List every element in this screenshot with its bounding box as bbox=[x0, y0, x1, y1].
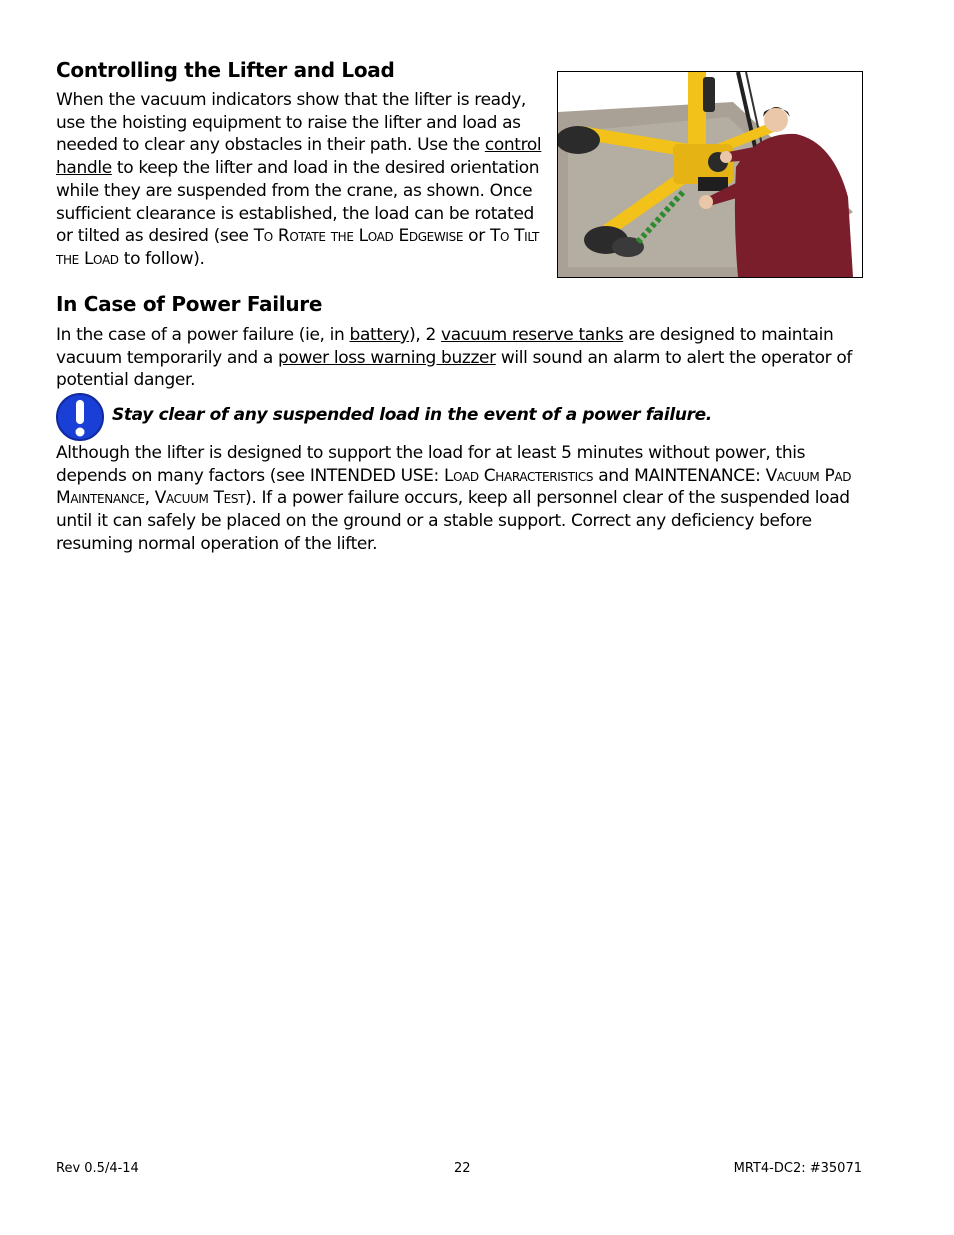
power-failure-details-paragraph: Although the lifter is designed to support the load for at least 5 minutes without power, this depends on many factors (see INTENDED USE: Load Characteristics and MAINTENANCE: Vacuum Pad Maintenance, Vacuum Test). If a power failure occurs, keep all personnel clear of the suspended load until it can safely be placed on the ground or a stable support. Correct any deficiency before resuming normal operation of the lifter. bbox=[56, 443, 852, 554]
lifter-photo bbox=[557, 71, 863, 278]
section-heading-power-failure: In Case of Power Failure bbox=[56, 292, 323, 316]
footer-model: MRT4-DC2: #35071 bbox=[733, 1161, 862, 1176]
xref-tilt-load[interactable]: To Tilt the Load bbox=[56, 226, 540, 269]
battery-link[interactable]: battery bbox=[349, 325, 410, 345]
xref-load-characteristics[interactable]: Load Characteristics bbox=[443, 465, 594, 486]
warning-circle-graphic bbox=[55, 392, 105, 442]
controlling-paragraph: When the vacuum indicators show that the lifter is ready, use the hoisting equipment to raise the lifter and load as needed to clear any obstacles in their path. Use the control handle to keep the lifter and load in the desired orientation while they are suspended from the crane, as shown. Once sufficient clearance is established, the load can be rotated or tilted as desired (see To Rotate the Load Edgewise or To Tilt the Load to follow). bbox=[56, 90, 542, 269]
power-failure-paragraph: In the case of a power failure (ie, in battery), 2 vacuum reserve tanks are designed to maintain vacuum temporarily and a power loss warning buzzer will sound an alarm to alert the operator of potential danger. bbox=[56, 325, 853, 391]
xref-vacuum-pad-maintenance[interactable]: Vacuum Pad Maintenance bbox=[56, 465, 852, 509]
vacuum-reserve-tanks-link[interactable]: vacuum reserve tanks bbox=[441, 325, 624, 345]
control-handle-link[interactable]: control handle bbox=[56, 135, 542, 179]
power-loss-buzzer-link[interactable]: power loss warning buzzer bbox=[277, 347, 496, 368]
footer-revision: Rev 0.5/4-14 bbox=[56, 1161, 139, 1176]
footer-page-number: 22 bbox=[454, 1161, 471, 1176]
xref-vacuum-test[interactable]: Vacuum Test bbox=[154, 488, 246, 509]
xref-rotate-edgewise[interactable]: To Rotate the Load Edgewise bbox=[253, 226, 464, 247]
warning-message: Stay clear of any suspended load in the event of a power failure. bbox=[112, 405, 712, 425]
lifter-operator-illustration bbox=[558, 72, 862, 277]
section-heading-controlling: Controlling the Lifter and Load bbox=[56, 58, 395, 82]
exclamation-warning-icon bbox=[55, 392, 105, 442]
